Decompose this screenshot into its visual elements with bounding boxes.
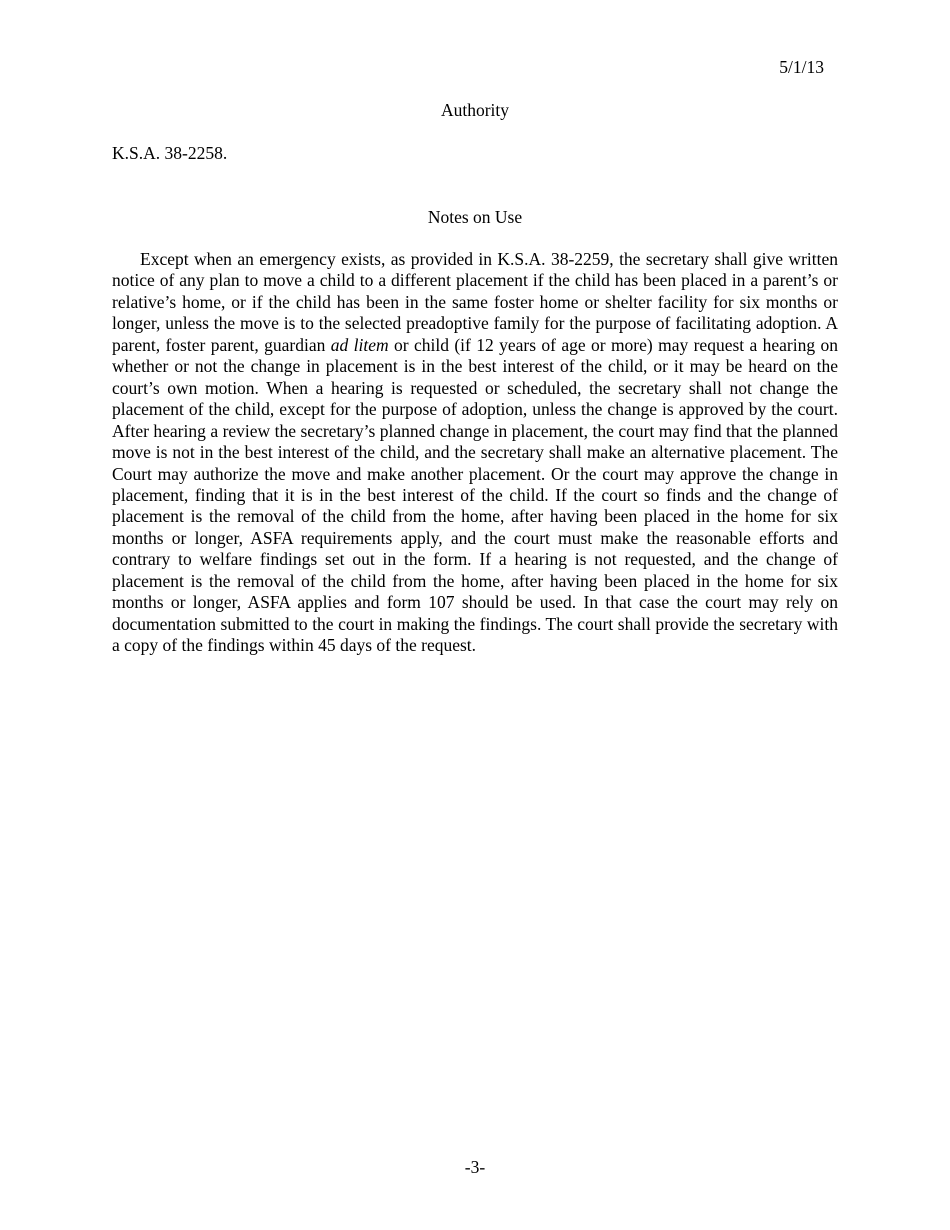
document-date: 5/1/13 (779, 57, 824, 77)
notes-text-part-1: Except when an emergency exists, as provided in K.S.A. 38-2259, the secretary shall give written notice of any plan to move a child to a different placement if the child has been placed in a parent’s or relative’s home, or if the child has been in the same foster home or shelter facility for six months or longer, unless the move is to the selected preadoptive family for the purpose of facilitating adoption. A parent, foster parent, guardian (112, 249, 838, 355)
page-number: -3- (464, 1157, 486, 1177)
notes-heading: Notes on Use (427, 207, 523, 227)
notes-italic-term: ad litem (330, 334, 389, 355)
authority-citation: K.S.A. 38-2258. (112, 143, 228, 163)
notes-paragraph (112, 249, 838, 657)
notes-text-part-2: or child (if 12 years of age or more) may request a hearing on whether or not the change in placement is in the best interest of the child, or it may be heard on the court’s own motion. When a hearing is requested or scheduled, the secretary shall not change the placement of the child, except for the purpose of adoption, unless the change is approved by the court. After hearing a review the secretary’s planned change in placement, the court may find that the planned move is not in the best interest of the child, and the secretary shall make an alternative placement. The Court may authorize the move and make another placement. Or the court may approve the change in placement, finding that it is in the best interest of the child. If the court so finds and the change of placement is the removal of the child from the home, after having been placed in the home for six months or longer, ASFA requirements apply, and the court must make the reasonable efforts and contrary to welfare findings set out in the form. If a hearing is not requested, and the change of placement is the removal of the child from the home, after having been placed in the home for six months or longer, ASFA applies and form 107 should be used. In that case the court may rely on documentation submitted to the court in making the findings. The court shall provide the secretary with a copy of the findings within 45 days of the request. (112, 334, 838, 656)
authority-heading: Authority (440, 100, 510, 120)
